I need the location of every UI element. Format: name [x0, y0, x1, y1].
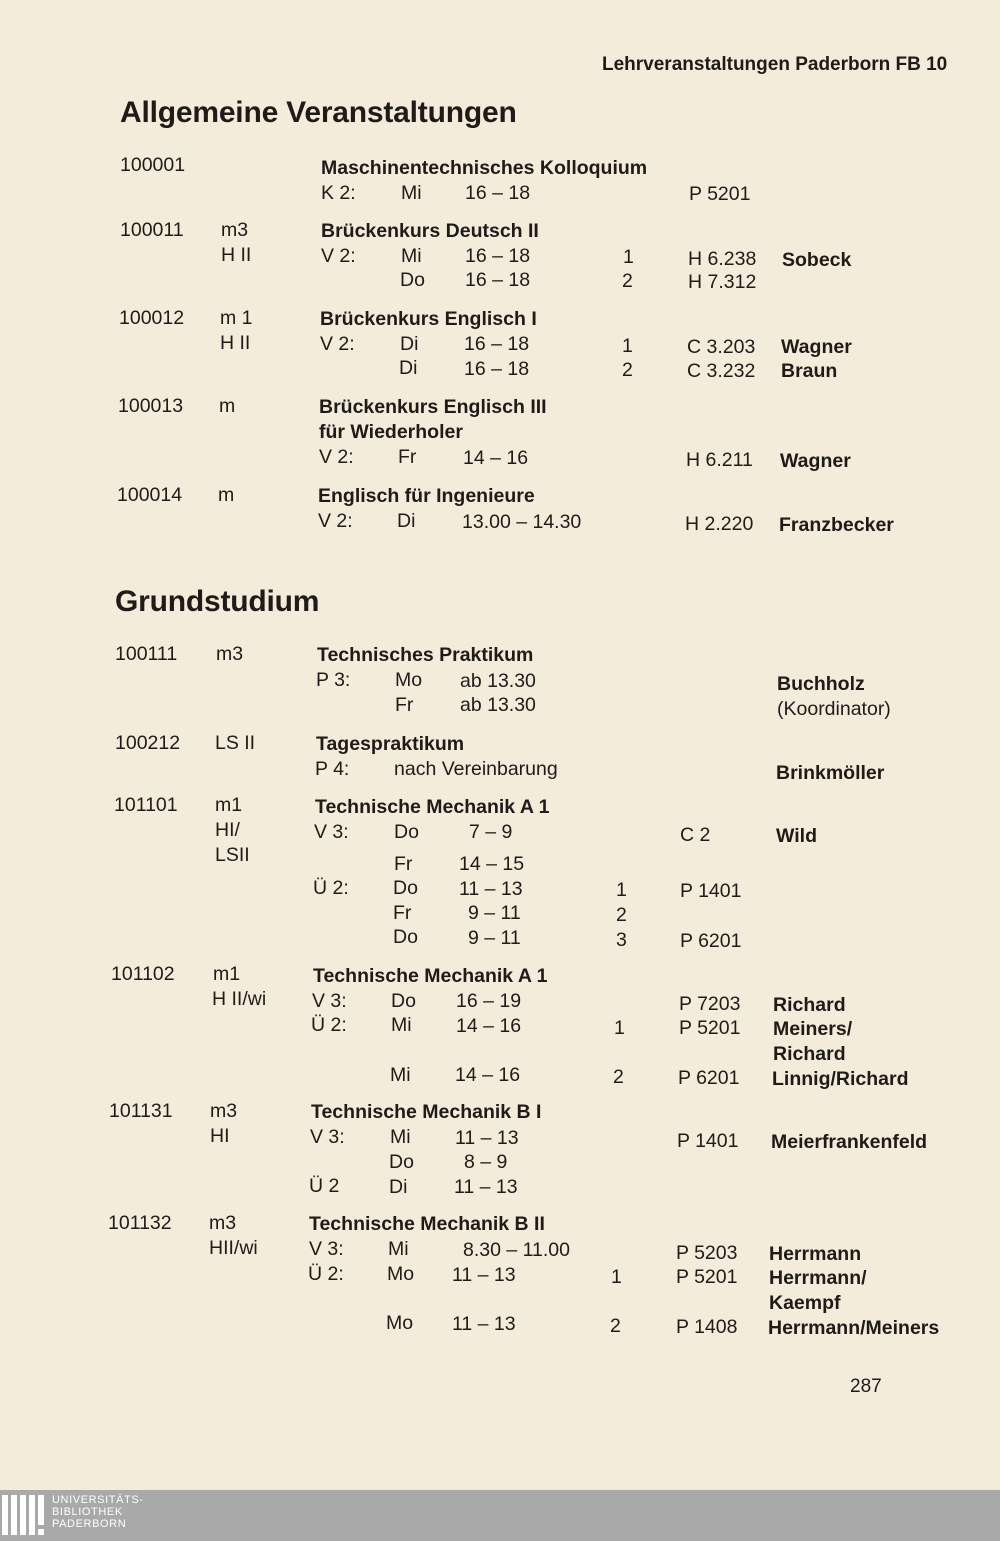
course-day: Di	[400, 333, 419, 355]
course-title: Brückenkurs Englisch III	[319, 396, 547, 418]
course-code: LS II	[215, 732, 256, 754]
course-lecturer: Herrmann	[769, 1243, 862, 1265]
library-footer	[0, 1490, 1000, 1541]
course-type: V 3:	[309, 1238, 344, 1260]
course-type: V 2:	[318, 510, 353, 532]
course-room: C 3.232	[687, 360, 756, 382]
course-day: Fr	[393, 902, 412, 924]
course-group: 2	[616, 904, 627, 926]
course-day: Mi	[401, 245, 422, 267]
course-group: 1	[623, 246, 634, 268]
course-day: Mo	[387, 1263, 415, 1285]
course-day: Do	[394, 821, 419, 843]
course-title: Tagespraktikum	[316, 733, 465, 755]
course-title: Englisch für Ingenieure	[318, 485, 535, 507]
course-time: ab 13.30	[460, 670, 536, 692]
course-room: C 3.203	[687, 336, 756, 358]
course-day: Do	[389, 1151, 414, 1173]
course-time: 11 – 13	[455, 1127, 519, 1149]
course-lecturer: Wild	[776, 825, 817, 847]
course-code: HI	[210, 1125, 230, 1147]
course-type: V 2:	[321, 245, 356, 267]
course-code: H II/wi	[212, 988, 267, 1010]
course-time: 14 – 15	[459, 853, 525, 875]
course-room: P 5201	[679, 1017, 741, 1039]
course-room: P 5201	[689, 183, 751, 205]
course-lecturer: Meierfrankenfeld	[771, 1131, 928, 1153]
course-title: Brückenkurs Englisch I	[320, 308, 537, 330]
course-id: 100013	[118, 395, 184, 417]
course-room: C 2	[680, 824, 711, 846]
course-room: H 7.312	[688, 271, 757, 293]
course-id: 100212	[115, 732, 181, 754]
course-day: Mi	[391, 1014, 412, 1036]
course-time: 16 – 18	[465, 182, 531, 204]
page-number: 287	[850, 1376, 882, 1397]
course-lecturer: Kaempf	[769, 1292, 841, 1314]
course-time: ab 13.30	[460, 694, 536, 716]
course-time: 8.30 – 11.00	[463, 1239, 570, 1261]
course-type: V 2:	[320, 333, 355, 355]
course-id: 100111	[115, 643, 178, 665]
course-time: 16 – 18	[464, 333, 530, 355]
course-day: Mi	[390, 1064, 411, 1086]
course-type: Ü 2	[309, 1175, 340, 1197]
course-time: 16 – 18	[465, 245, 531, 267]
course-room: P 6201	[678, 1067, 740, 1089]
course-lecturer: Wagner	[781, 336, 852, 358]
course-title: Maschinentechnisches Kolloquium	[321, 157, 648, 179]
course-time: 16 – 18	[465, 269, 531, 291]
course-day: Mi	[388, 1238, 409, 1260]
course-time: 11 – 13	[454, 1176, 518, 1198]
course-type: V 3:	[314, 821, 349, 843]
course-type: V 3:	[310, 1126, 345, 1148]
course-title: Technische Mechanik A 1	[313, 965, 548, 987]
course-day: Do	[391, 990, 416, 1012]
course-time: 11 – 13	[452, 1313, 516, 1335]
course-type: K 2:	[321, 182, 356, 204]
course-group: 1	[616, 879, 627, 901]
course-id: 101102	[111, 963, 175, 985]
course-lecturer: Linnig/Richard	[772, 1068, 909, 1090]
course-day: Mi	[401, 182, 422, 204]
course-day: Fr	[394, 853, 413, 875]
course-time: 9 – 11	[468, 902, 521, 924]
course-room: P 7203	[679, 993, 741, 1015]
library-logo-icon	[2, 1495, 46, 1537]
course-lecturer: Wagner	[780, 450, 851, 472]
course-time: 14 – 16	[456, 1015, 522, 1037]
section-title-grundstudium: Grundstudium	[115, 585, 320, 618]
course-day: Do	[393, 926, 418, 948]
course-time: 14 – 16	[455, 1064, 521, 1086]
course-type: P 4:	[315, 758, 350, 780]
course-code: m3	[209, 1212, 237, 1234]
course-code: HI/	[215, 819, 240, 841]
course-code: m3	[216, 643, 244, 665]
course-code: LSII	[215, 844, 250, 866]
course-room: P 6201	[680, 930, 742, 952]
course-type: V 3:	[312, 990, 347, 1012]
course-room: H 2.220	[685, 513, 754, 535]
course-time: 11 – 13	[452, 1264, 516, 1286]
course-lecturer: Richard	[773, 1043, 846, 1065]
course-time: 14 – 16	[463, 447, 529, 469]
course-title: für Wiederholer	[319, 421, 463, 443]
course-type: Ü 2:	[311, 1014, 347, 1036]
course-lecturer: Buchholz	[777, 673, 865, 695]
course-code: m1	[215, 794, 243, 816]
course-type: Ü 2:	[313, 877, 349, 899]
course-time: 13.00 – 14.30	[462, 511, 582, 533]
course-room: H 6.211	[686, 449, 753, 471]
course-id: 101101	[114, 794, 178, 816]
course-lecturer: Richard	[773, 994, 846, 1016]
course-day: Fr	[395, 694, 414, 716]
course-day: Do	[400, 269, 425, 291]
course-group: 1	[611, 1266, 622, 1288]
course-day: Di	[389, 1176, 408, 1198]
section-title-allgemeine: Allgemeine Veranstaltungen	[120, 96, 517, 129]
course-day: nach Vereinbarung	[394, 758, 558, 780]
course-room: P 1401	[677, 1130, 739, 1152]
course-day: Di	[397, 510, 416, 532]
course-code: m3	[210, 1100, 238, 1122]
course-lecturer: Sobeck	[782, 249, 852, 271]
course-code: m3	[221, 219, 249, 241]
course-day: Di	[399, 357, 418, 379]
course-time: 8 – 9	[464, 1151, 508, 1173]
course-group: 3	[616, 929, 627, 951]
course-code: m	[218, 484, 235, 506]
course-group: 2	[610, 1315, 621, 1337]
course-time: 7 – 9	[469, 821, 513, 843]
course-code: m1	[213, 963, 241, 985]
course-id: 100011	[120, 219, 184, 241]
course-id: 100012	[119, 307, 185, 329]
course-group: 1	[614, 1017, 625, 1039]
course-time: 9 – 11	[468, 927, 521, 949]
course-lecturer: Franzbecker	[779, 514, 894, 536]
course-id: 100014	[117, 484, 183, 506]
course-group: 1	[622, 335, 633, 357]
course-day: Do	[393, 877, 418, 899]
course-type: P 3:	[316, 669, 351, 691]
running-title: Lehrveranstaltungen Paderborn FB 10	[602, 54, 948, 75]
course-room: H 6.238	[688, 248, 757, 270]
course-lecturer: Braun	[781, 360, 838, 382]
course-title: Technische Mechanik B II	[309, 1213, 545, 1235]
course-id: 101132	[108, 1212, 172, 1234]
course-type: V 2:	[319, 446, 354, 468]
course-lecturer: Herrmann/Meiners	[768, 1317, 940, 1339]
course-title: Technisches Praktikum	[317, 644, 534, 666]
course-group: 2	[622, 270, 633, 292]
course-title: Brückenkurs Deutsch II	[321, 220, 539, 242]
course-type: Ü 2:	[308, 1263, 344, 1285]
course-lecturer: Brinkmöller	[776, 762, 885, 784]
course-code: HII/wi	[209, 1237, 258, 1259]
course-time: 11 – 13	[459, 878, 523, 900]
course-room: P 5203	[676, 1242, 738, 1264]
course-group: 2	[613, 1066, 624, 1088]
course-title: Technische Mechanik A 1	[315, 796, 550, 818]
course-group: 2	[622, 359, 633, 381]
course-title: Technische Mechanik B I	[311, 1101, 542, 1123]
course-day: Mi	[390, 1126, 411, 1148]
course-code: H II	[221, 244, 252, 266]
course-lecturer: Meiners/	[773, 1018, 853, 1040]
course-day: Mo	[395, 669, 423, 691]
course-id: 101131	[109, 1100, 173, 1122]
course-lecturer: (Koordinator)	[777, 698, 891, 720]
course-time: 16 – 18	[464, 358, 530, 380]
course-room: P 1408	[676, 1316, 738, 1338]
course-code: m	[219, 395, 236, 417]
course-code: m 1	[220, 307, 253, 329]
library-logo-text: UNIVERSITÄTS- BIBLIOTHEK PADERBORN	[52, 1494, 144, 1530]
course-lecturer: Herrmann/	[769, 1267, 867, 1289]
course-room: P 5201	[676, 1266, 738, 1288]
course-day: Fr	[398, 446, 417, 468]
course-day: Mo	[386, 1312, 414, 1334]
course-id: 100001	[120, 154, 186, 176]
course-time: 16 – 19	[456, 990, 522, 1012]
course-code: H II	[220, 332, 251, 354]
course-room: P 1401	[680, 880, 742, 902]
